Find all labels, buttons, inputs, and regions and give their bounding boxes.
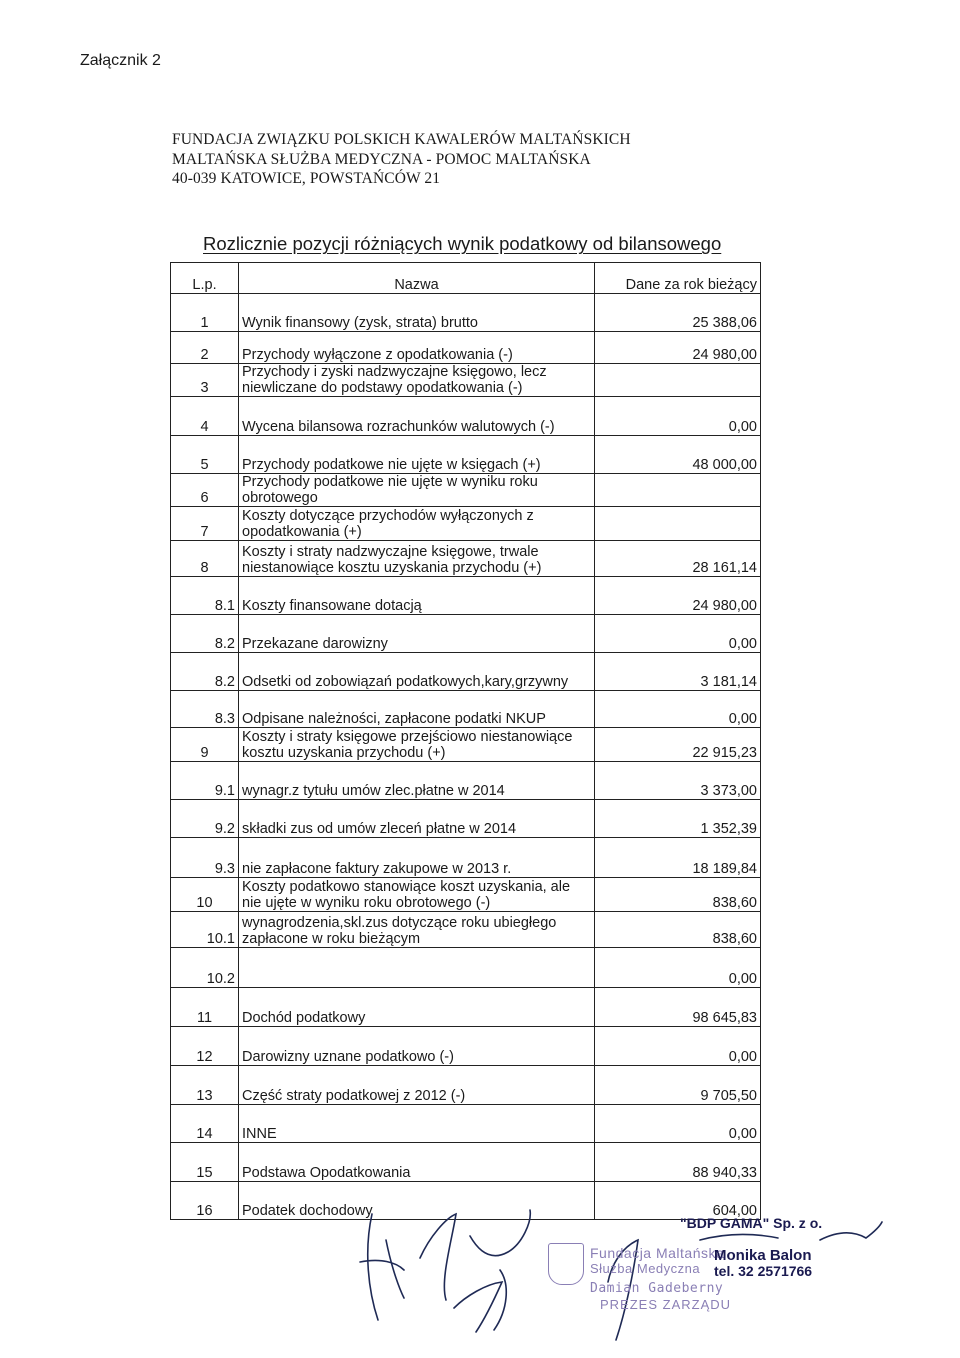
row-number: 8 [171, 541, 239, 577]
row-number: 16 [171, 1182, 239, 1220]
row-name: Przychody podatkowe nie ujęte w księgach (+) [239, 436, 595, 474]
row-value: 838,60 [595, 878, 761, 912]
signature-1 [360, 1214, 404, 1320]
row-number: 6 [171, 474, 239, 507]
row-value: 604,00 [595, 1182, 761, 1220]
row-name: INNE [239, 1105, 595, 1143]
row-value: 24 980,00 [595, 577, 761, 615]
row-name: Koszty podatkowo stanowiące koszt uzyskania, ale nie ujęte w wyniku roku obrotowego (-) [239, 878, 595, 912]
row-name: Dochód podatkowy [239, 988, 595, 1027]
attachment-label: Załącznik 2 [80, 52, 161, 69]
row-number: 10 [171, 878, 239, 912]
row-number: 9.1 [171, 762, 239, 800]
row-number: 13 [171, 1066, 239, 1105]
stamp-foundation-line: PREZES ZARZĄDU [600, 1297, 732, 1312]
row-value: 88 940,33 [595, 1143, 761, 1182]
column-header-name: Nazwa [239, 263, 595, 294]
row-name: składki zus od umów zleceń płatne w 2014 [239, 800, 595, 838]
row-number: 9.3 [171, 838, 239, 878]
stamp-foundation-line: Służba Medyczna [590, 1261, 701, 1276]
row-number: 8.1 [171, 577, 239, 615]
document-title: Rozlicznie pozycji różniących wynik podatkowy od bilansowego [203, 233, 722, 254]
row-value: 48 000,00 [595, 436, 761, 474]
row-number: 10.2 [171, 948, 239, 988]
row-number: 11 [171, 988, 239, 1027]
org-address-line: 40-039 KATOWICE, POWSTAŃCÓW 21 [172, 170, 441, 187]
org-subname-line: MALTAŃSKA SŁUŻBA MEDYCZNA - POMOC MALTAŃSKA [172, 150, 591, 168]
row-name: Przychody wyłączone z opodatkowania (-) [239, 332, 595, 364]
row-value: 98 645,83 [595, 988, 761, 1027]
stamp-foundation-line: Fundacja Maltańska [590, 1245, 725, 1261]
row-name: wynagr.z tytułu umów zlec.płatne w 2014 [239, 762, 595, 800]
row-value: 28 161,14 [595, 541, 761, 577]
row-value: 3 181,14 [595, 653, 761, 691]
row-number: 9 [171, 728, 239, 762]
row-number: 7 [171, 507, 239, 541]
row-number: 2 [171, 332, 239, 364]
row-value: 0,00 [595, 948, 761, 988]
row-value: 0,00 [595, 615, 761, 653]
org-name-line: FUNDACJA ZWIĄZKU POLSKICH KAWALERÓW MALTAŃSKICH [172, 131, 631, 148]
row-name: Przychody i zyski nadzwyczajne księgowo, lecz niewliczane do podstawy opodatkowania (-) [239, 364, 595, 397]
row-name: Koszty dotyczące przychodów wyłączonych z opodatkowania (+) [239, 507, 595, 541]
row-value: 22 915,23 [595, 728, 761, 762]
row-name: nie zapłacone faktury zakupowe w 2013 r. [239, 838, 595, 878]
row-name: Podatek dochodowy [239, 1182, 595, 1220]
row-value: 18 189,84 [595, 838, 761, 878]
row-name: Koszty finansowane dotacją [239, 577, 595, 615]
row-number: 9.2 [171, 800, 239, 838]
row-number: 3 [171, 364, 239, 397]
row-number: 12 [171, 1027, 239, 1066]
row-name: Przekazane darowizny [239, 615, 595, 653]
row-name: Koszty i straty nadzwyczajne księgowe, trwale niestanowiące kosztu uzyskania przychodu (+) [239, 541, 595, 577]
row-name: Odsetki od zobowiązań podatkowych,kary,grzywny [239, 653, 595, 691]
row-value: 0,00 [595, 691, 761, 728]
row-name: Wynik finansowy (zysk, strata) brutto [239, 294, 595, 332]
row-value: 1 352,39 [595, 800, 761, 838]
stamp-foundation-line: Damian Gadeberny [590, 1281, 724, 1296]
row-value: 9 705,50 [595, 1066, 761, 1105]
row-name: wynagrodzenia,skl.zus dotyczące roku ubiegłego zapłacone w roku bieżącym [239, 912, 595, 948]
row-name: Przychody podatkowe nie ujęte w wyniku roku obrotowego [239, 474, 595, 507]
row-number: 10.1 [171, 912, 239, 948]
row-number: 8.2 [171, 615, 239, 653]
row-value: 838,60 [595, 912, 761, 948]
row-number: 15 [171, 1143, 239, 1182]
row-number: 8.3 [171, 691, 239, 728]
row-number: 4 [171, 397, 239, 436]
row-value: 0,00 [595, 1105, 761, 1143]
stamp-company-line: Monika Balon [714, 1247, 812, 1264]
row-name: Darowizny uznane podatkowo (-) [239, 1027, 595, 1066]
signature-2 [420, 1210, 530, 1300]
signature-3 [454, 1270, 506, 1332]
row-number: 8.2 [171, 653, 239, 691]
row-name: Odpisane należności, zapłacone podatki NKUP [239, 691, 595, 728]
foundation-logo-icon [548, 1243, 584, 1285]
row-number: 1 [171, 294, 239, 332]
row-value: 3 373,00 [595, 762, 761, 800]
column-header-lp: L.p. [171, 263, 239, 294]
row-name: Koszty i straty księgowe przejściowo niestanowiące kosztu uzyskania przychodu (+) [239, 728, 595, 762]
stamp-block [548, 1215, 928, 1325]
row-name: Część straty podatkowej z 2012 (-) [239, 1066, 595, 1105]
row-number: 5 [171, 436, 239, 474]
row-number: 14 [171, 1105, 239, 1143]
row-value: 0,00 [595, 1027, 761, 1066]
row-value: 0,00 [595, 397, 761, 436]
row-name: Wycena bilansowa rozrachunków walutowych (-) [239, 397, 595, 436]
column-header-value: Dane za rok bieżący [595, 263, 761, 294]
stamp-company-line: "BDP GAMA" Sp. z o. [680, 1215, 823, 1231]
stamp-company-line: tel. 32 2571766 [714, 1263, 813, 1279]
row-value: 25 388,06 [595, 294, 761, 332]
row-value: 24 980,00 [595, 332, 761, 364]
row-name: Podstawa Opodatkowania [239, 1143, 595, 1182]
